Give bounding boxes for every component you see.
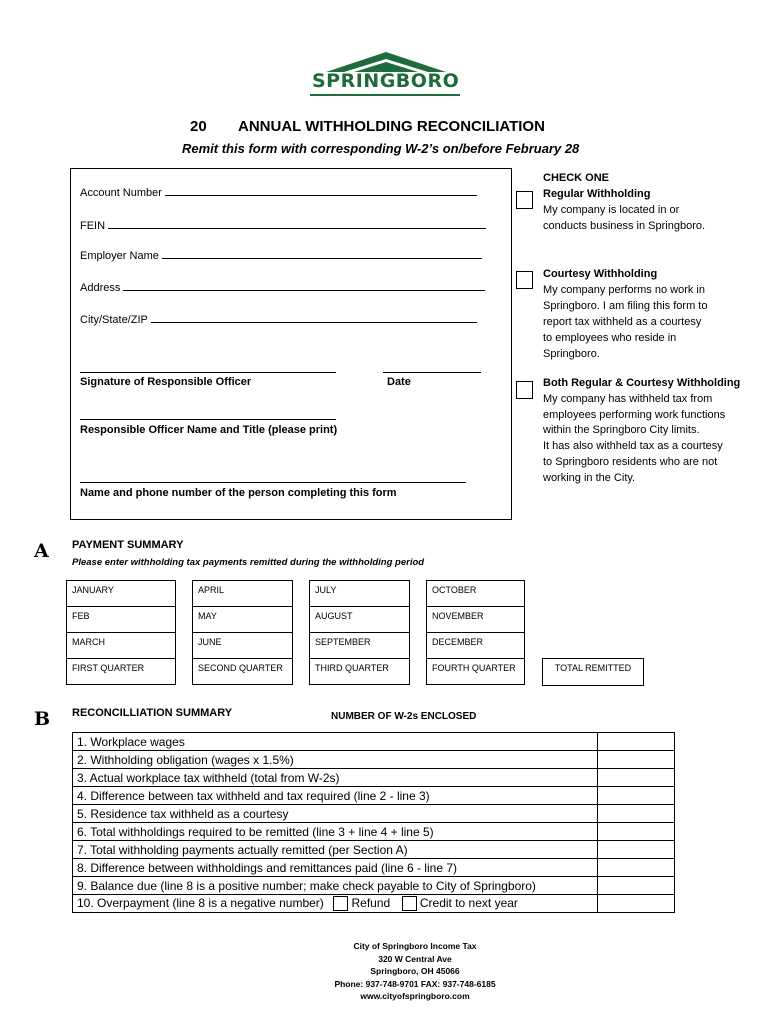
- courtesy-withholding-label: Courtesy Withholding: [543, 268, 658, 280]
- amount-cell[interactable]: [598, 733, 675, 751]
- courtesy-withholding-checkbox[interactable]: [516, 271, 533, 289]
- form-subtitle: Remit this form with corresponding W-2’s on/before February 28: [182, 141, 580, 156]
- w2-count-label[interactable]: NUMBER OF W-2s ENCLOSED: [331, 711, 477, 722]
- credit-next-year-checkbox[interactable]: [402, 896, 417, 911]
- both-desc-line: to Springboro residents who are not: [543, 455, 718, 468]
- form-title: ANNUAL WITHHOLDING RECONCILIATION: [238, 118, 545, 135]
- footer-line: 320 W Central Ave: [378, 953, 452, 964]
- payment-box-fourth-quarter[interactable]: FOURTH QUARTER: [426, 658, 525, 685]
- date-line[interactable]: [383, 372, 481, 373]
- recon-line-7: 7. Total withholding payments actually remitted (per Section A): [73, 841, 598, 859]
- address-line: [123, 290, 485, 291]
- recon-line-1: 1. Workplace wages: [73, 733, 598, 751]
- logo-text: SPRINGBORO: [312, 70, 460, 92]
- officer-name-label: Responsible Officer Name and Title (please print): [80, 424, 338, 436]
- contact-label: Name and phone number of the person completing this form: [80, 487, 397, 499]
- city-state-zip-label: City/State/ZIP: [80, 314, 148, 326]
- footer-link[interactable]: www.cityofspringboro.com: [360, 991, 470, 1001]
- amount-cell[interactable]: [598, 805, 675, 823]
- both-desc-line: It has also withheld tax as a courtesy: [543, 440, 723, 453]
- amount-cell[interactable]: [598, 859, 675, 877]
- footer-line: City of Springboro Income Tax: [353, 941, 477, 951]
- recon-line-9: 9. Balance due (line 8 is a positive number; make check payable to City of Springboro): [73, 877, 598, 895]
- regular-desc-line: conducts business in Springboro.: [543, 220, 706, 232]
- payment-box-october[interactable]: OCTOBER: [426, 580, 525, 607]
- payment-box-january[interactable]: JANUARY: [66, 580, 176, 607]
- overpayment-label: 10. Overpayment (line 8 is a negative number): [77, 895, 324, 910]
- city-address-footer: [285, 940, 545, 1003]
- payment-box-first-quarter[interactable]: FIRST QUARTER: [66, 658, 176, 685]
- table-row: [73, 787, 675, 805]
- table-row: [73, 751, 675, 769]
- table-row: [73, 841, 675, 859]
- regular-desc-line: My company is located in or: [543, 204, 680, 216]
- courtesy-desc-line: Springboro. I am filing this form to: [543, 300, 708, 312]
- account-number-field[interactable]: [80, 187, 477, 199]
- account-number-line: [165, 195, 477, 196]
- table-row: [73, 733, 675, 751]
- regular-withholding-label: Regular Withholding: [543, 188, 651, 200]
- signature-label: Signature of Responsible Officer: [80, 376, 252, 388]
- courtesy-desc-line: Springboro.: [543, 348, 600, 360]
- employer-name-line: [162, 258, 482, 259]
- payment-summary-title: PAYMENT SUMMARY: [72, 539, 184, 551]
- officer-name-line[interactable]: [80, 419, 336, 420]
- payment-box-july[interactable]: JULY: [309, 580, 410, 607]
- both-desc-line: My company has withheld tax from: [543, 392, 713, 405]
- contact-line[interactable]: [80, 482, 466, 483]
- amount-cell[interactable]: [598, 787, 675, 805]
- payment-summary-instruction: Please enter withholding tax payments remitted during the withholding period: [72, 557, 425, 568]
- recon-line-2: 2. Withholding obligation (wages x 1.5%): [73, 751, 598, 769]
- payment-box-june[interactable]: JUNE: [192, 632, 293, 659]
- account-number-label: Account Number: [80, 187, 162, 199]
- springboro-logo: [310, 48, 462, 100]
- table-row: [73, 805, 675, 823]
- payment-box-august[interactable]: AUGUST: [309, 606, 410, 633]
- amount-cell[interactable]: [598, 751, 675, 769]
- payment-box-november[interactable]: NOVEMBER: [426, 606, 525, 633]
- regular-withholding-checkbox[interactable]: [516, 191, 533, 209]
- amount-cell[interactable]: [598, 823, 675, 841]
- payment-box-second-quarter[interactable]: SECOND QUARTER: [192, 658, 293, 685]
- reconciliation-summary-title: RECONCILLIATION SUMMARY: [72, 707, 233, 719]
- footer-line: Springboro, OH 45066: [370, 966, 460, 976]
- amount-cell[interactable]: [598, 877, 675, 895]
- amount-cell[interactable]: [598, 895, 675, 913]
- payment-box-september[interactable]: SEPTEMBER: [309, 632, 410, 659]
- amount-cell[interactable]: [598, 841, 675, 859]
- recon-line-3: 3. Actual workplace tax withheld (total from W-2s): [73, 769, 598, 787]
- refund-label: Refund: [351, 895, 391, 910]
- courtesy-desc-line: to employees who reside in: [543, 332, 677, 344]
- reconciliation-table: [72, 732, 675, 913]
- table-row: [73, 769, 675, 787]
- city-state-zip-field[interactable]: [80, 314, 477, 326]
- table-row: [73, 823, 675, 841]
- fein-label: FEIN: [80, 220, 106, 232]
- recon-line-5: 5. Residence tax withheld as a courtesy: [73, 805, 598, 823]
- payment-box-third-quarter[interactable]: THIRD QUARTER: [309, 658, 410, 685]
- payment-box-december[interactable]: DECEMBER: [426, 632, 525, 659]
- employer-name-field[interactable]: [80, 250, 482, 262]
- payment-box-feb[interactable]: FEB: [66, 606, 176, 633]
- credit-next-year-label: Credit to next year: [419, 895, 518, 910]
- fein-field[interactable]: [80, 220, 486, 232]
- date-label: Date: [387, 376, 411, 388]
- recon-line-10: [73, 895, 598, 913]
- section-b-letter: B: [34, 708, 51, 730]
- signature-line[interactable]: [80, 372, 336, 373]
- amount-cell[interactable]: [598, 769, 675, 787]
- fein-line: [108, 228, 486, 229]
- both-withholding-checkbox[interactable]: [516, 381, 533, 399]
- both-withholding-label: Both Regular & Courtesy Withholding: [543, 377, 741, 389]
- recon-line-8: 8. Difference between withholdings and remittances paid (line 6 - line 7): [73, 859, 598, 877]
- regular-withholding-option: [543, 186, 705, 234]
- courtesy-withholding-option: [543, 266, 707, 362]
- address-field[interactable]: [80, 282, 485, 294]
- recon-line-6: 6. Total withholdings required to be remitted (line 3 + line 4 + line 5): [73, 823, 598, 841]
- section-a-letter: A: [34, 540, 49, 562]
- payment-box-march[interactable]: MARCH: [66, 632, 176, 659]
- refund-checkbox[interactable]: [333, 896, 348, 911]
- both-withholding-option: [543, 376, 740, 487]
- employer-name-label: Employer Name: [80, 250, 159, 262]
- payment-box-total-remitted[interactable]: TOTAL REMITTED: [542, 658, 644, 686]
- both-desc-line: working in the City.: [543, 471, 636, 484]
- table-row: [73, 859, 675, 877]
- table-row: [73, 877, 675, 895]
- courtesy-desc-line: My company performs no work in: [543, 284, 705, 296]
- footer-line: Phone: 937-748-9701 FAX: 937-748-6185: [334, 978, 496, 989]
- logo-underline: [310, 94, 460, 96]
- recon-line-4: 4. Difference between tax withheld and tax required (line 2 - line 3): [73, 787, 598, 805]
- payment-box-may[interactable]: MAY: [192, 606, 293, 633]
- city-state-zip-line: [151, 322, 477, 323]
- check-one-heading: CHECK ONE: [543, 172, 610, 184]
- courtesy-desc-line: report tax withheld as a courtesy: [543, 316, 702, 328]
- year-prefix: 20: [190, 118, 207, 135]
- payment-box-april[interactable]: APRIL: [192, 580, 293, 607]
- both-desc-line: employees performing work functions: [543, 408, 726, 421]
- both-desc-line: within the Springboro City limits.: [543, 424, 700, 437]
- address-label: Address: [80, 282, 121, 294]
- table-row: [73, 895, 675, 913]
